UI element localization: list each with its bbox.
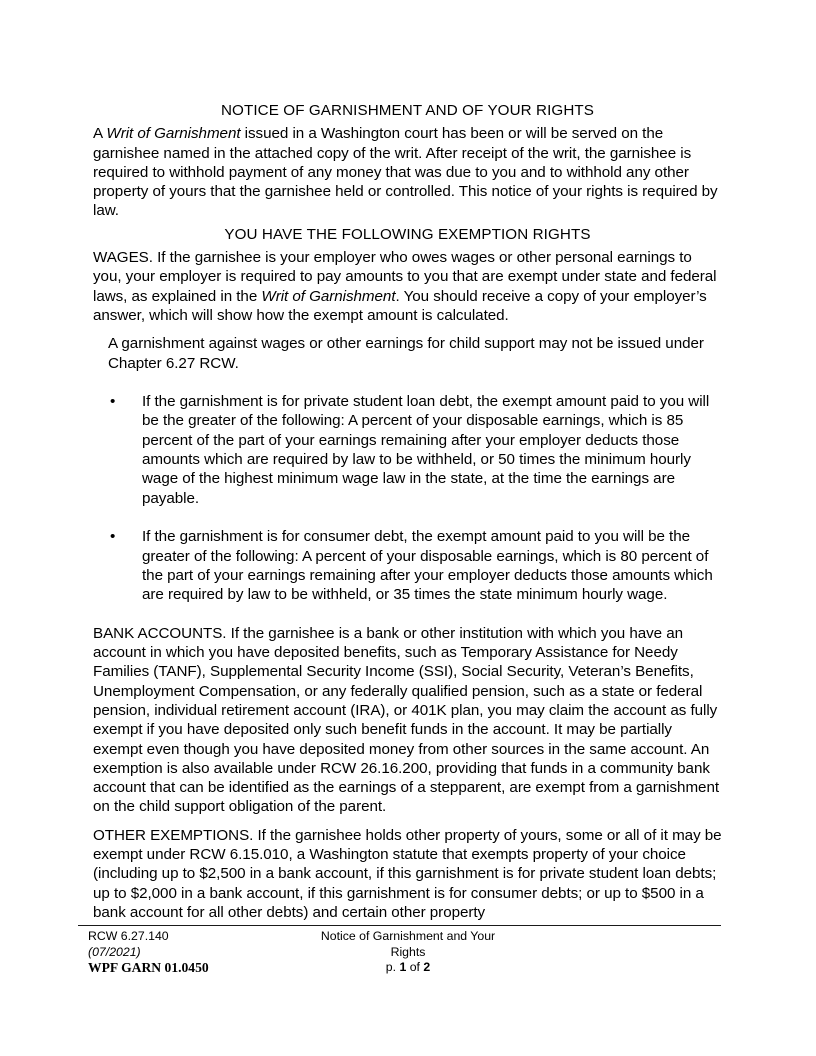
footer-revision-date: (07/2021) [88, 944, 141, 959]
spacer [93, 325, 722, 334]
intro-emphasis: Writ of Garnishment [106, 125, 241, 143]
wages-paragraph [93, 248, 722, 325]
spacer [93, 373, 722, 392]
page-separator: of [406, 960, 424, 975]
bank-accounts-paragraph: BANK ACCOUNTS. If the garnishee is a bank or other institution with which you have an account in which you have deposited benefits, such as Temporary Assistance for Needy Families (TANF), Supplemental Security Income (SSI), Social Security, Veteran’s Benefits, Unemployment Compensation, or any federally qualified pension, such as a state or federal pension, individual retirement account (IRA), or 401K plan, you may claim the account as fully exempt if you have deposited only such benefit funds in the account. It may be partially exempt even though you have deposited money from other sources in the same account. An exemption is also available under RCW 26.16.200, providing that funds in a community bank account that can be identified as the earnings of a stepparent, are exempt from a garnishment on the child support obligation of the parent. [93, 624, 720, 816]
page-title: NOTICE OF GARNISHMENT AND OF YOUR RIGHTS [220, 102, 595, 119]
footer-title-line-1: Notice of Garnishment and Your [320, 929, 496, 943]
list-item [93, 527, 722, 604]
footer-divider [78, 925, 721, 926]
footer-form-title [238, 929, 578, 976]
footer-form-number: WPF GARN 01.0450 [88, 960, 209, 976]
bullet-icon: • [110, 393, 116, 411]
intro-rest: issued in a Washington court has been or will be served on the garnishee named in the attached copy of the writ. After receipt of the writ, the garnishee is required to withhold payment of any money that was due to you and to withhold any other property of yours that the garnishee held or controlled. This notice of your rights is required by law. [93, 125, 718, 220]
wages-emphasis: Writ of Garnishment [261, 287, 396, 305]
page-footer [78, 929, 721, 989]
wages-part2: . You should receive a copy of your employer’s answer, which will show how the exempt amount is calculated. [93, 287, 707, 324]
intro-paragraph [93, 124, 722, 220]
page-current: 1 [399, 960, 407, 975]
footer-page-number [238, 960, 578, 976]
other-exemptions-paragraph: OTHER EXEMPTIONS. If the garnishee holds other property of yours, some or all of it may be exempt under RCW 6.15.010, a Washington statute that exempts property of your choice (including up to $2,500 in a bank account, if this garnishment is for private student loan debts; up to $2,000 in a bank account, if this garnishment is for consumer debts; or up to $500 in a bank account for all other debts) and certain other property [93, 826, 722, 921]
footer-title-line-2: Rights [390, 944, 426, 959]
list-item-text: If the garnishment is for private student loan debt, the exempt amount paid to you will be the greater of the following: A percent of your disposable earnings, which is 85 percent of the part of your earnings remaining after your employer deducts those amounts which are required by law to be withheld, or 50 times the minimum hourly wage of the highest minimum wage law in the state, at the time the earnings are payable. [142, 393, 710, 507]
exemption-rights-heading: YOU HAVE THE FOLLOWING EXEMPTION RIGHTS [224, 225, 591, 243]
page-total: 2 [423, 960, 431, 975]
footer-form-info [88, 929, 209, 976]
exemption-bullet-list [93, 392, 722, 604]
list-item [93, 392, 722, 508]
list-item-text: If the garnishment is for consumer debt, the exempt amount paid to you will be the greater of the following: A percent of your disposable earnings, which is 80 percent of the part of your earnings remaining after your employer deducts those amounts which are required by law to be withheld, or 35 times the state minimum hourly wage. [142, 528, 713, 604]
spacer [93, 604, 722, 623]
document-body [93, 101, 722, 922]
page-prefix: p. [385, 960, 400, 975]
footer-rcw-citation: RCW 6.27.140 [88, 929, 169, 943]
wages-part1: WAGES. If the garnishee is your employer who owes wages or other personal earnings to you, your employer is required to pay amounts to you that are exempt under state and federal laws, as explained in the [93, 249, 717, 305]
bullet-icon: • [110, 528, 116, 546]
spacer [93, 817, 722, 826]
intro-lead: A [93, 125, 107, 143]
child-support-note: A garnishment against wages or other earnings for child support may not be issued under Chapter 6.27 RCW. [108, 335, 704, 372]
